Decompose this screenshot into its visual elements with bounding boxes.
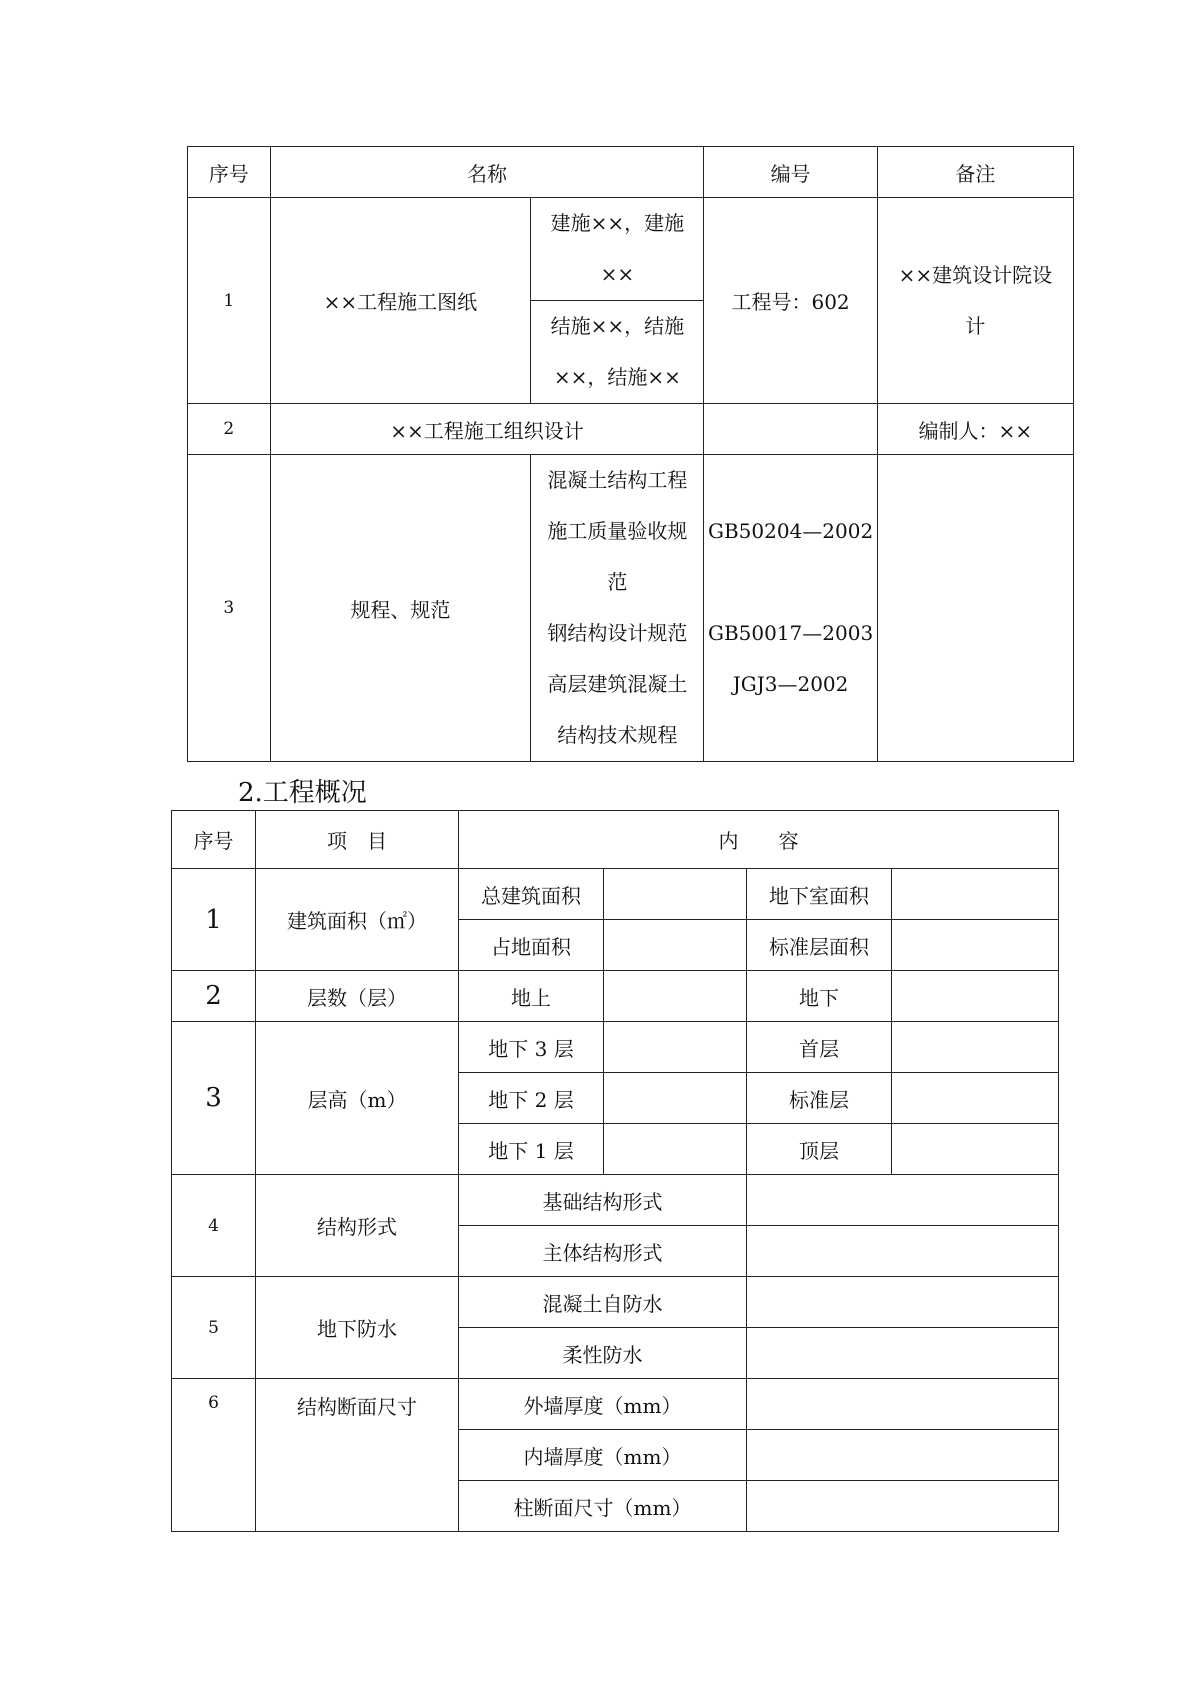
- r3-label-a1: 地下 3 层: [459, 1022, 604, 1073]
- r3-item: 层高（m）: [256, 1022, 459, 1175]
- header-note: 备注: [877, 147, 1073, 198]
- r2-item: 层数（层）: [256, 971, 459, 1022]
- row1-sub-b-line1: 结施××，结施: [550, 314, 685, 338]
- r4-label-1: 基础结构形式: [459, 1175, 747, 1226]
- r5-label-2: 柔性防水: [459, 1328, 747, 1379]
- r5-seq: 5: [172, 1277, 256, 1379]
- r1-value-a1: [604, 869, 747, 920]
- r3-label-b1: 首层: [747, 1022, 892, 1073]
- spec-line: 混凝土结构工程: [547, 468, 688, 492]
- spec-line: 范: [607, 570, 628, 594]
- row1-sub-b-line2: ××，结施××: [553, 365, 681, 389]
- row1-note-line1: ××建筑设计院设: [898, 262, 1053, 287]
- spec-line: 结构技术规程: [557, 723, 678, 747]
- r3-value-a2: [604, 1073, 747, 1124]
- r1-seq: 1: [172, 869, 256, 971]
- code-line: JGJ3—2002: [732, 672, 849, 696]
- r3-value-a1: [604, 1022, 747, 1073]
- row1-sub-a: [531, 198, 704, 301]
- r1-label-a2: 占地面积: [459, 920, 604, 971]
- r6-label-1: 外墙厚度（mm）: [459, 1379, 747, 1430]
- r1-label-b2: 标准层面积: [747, 920, 892, 971]
- r1-item: 建筑面积（㎡）: [256, 869, 459, 971]
- row2-code: [704, 404, 877, 455]
- row2-note: 编制人：××: [877, 404, 1073, 455]
- drawings-list-table: [187, 146, 1074, 762]
- row1-seq: 1: [188, 198, 271, 404]
- r3-seq: 3: [172, 1022, 256, 1175]
- row1-sub-a-line1: 建施××，建施: [550, 211, 685, 235]
- row3-seq: 3: [188, 455, 271, 762]
- row1-note: [877, 198, 1073, 404]
- r4-item: 结构形式: [256, 1175, 459, 1277]
- spec-line: 高层建筑混凝土: [547, 672, 688, 696]
- r1-label-a1: 总建筑面积: [459, 869, 604, 920]
- r1-label-b1: 地下室面积: [747, 869, 892, 920]
- r5-value-2: [747, 1328, 1059, 1379]
- header-name: 名称: [270, 147, 704, 198]
- r1-value-b2: [892, 920, 1059, 971]
- row3-name: 规程、规范: [270, 455, 531, 762]
- header-seq: 序号: [172, 811, 256, 869]
- r6-label-2: 内墙厚度（mm）: [459, 1430, 747, 1481]
- row1-sub-b: [531, 301, 704, 404]
- spec-line: 施工质量验收规: [547, 519, 688, 543]
- r4-seq: 4: [172, 1175, 256, 1277]
- r3-value-b2: [892, 1073, 1059, 1124]
- r6-seq: 6: [172, 1379, 256, 1532]
- row1-name: ××工程施工图纸: [270, 198, 531, 404]
- row3-codes: [704, 455, 877, 762]
- r2-value-a: [604, 971, 747, 1022]
- r6-value-3: [747, 1481, 1059, 1532]
- r3-label-a2: 地下 2 层: [459, 1073, 604, 1124]
- header-code: 编号: [704, 147, 877, 198]
- row1-sub-a-line2: ××: [600, 262, 635, 286]
- row2-seq: 2: [188, 404, 271, 455]
- r3-value-a3: [604, 1124, 747, 1175]
- header-content: 内 容: [459, 811, 1059, 869]
- r6-value-2: [747, 1430, 1059, 1481]
- r5-value-1: [747, 1277, 1059, 1328]
- r1-value-b1: [892, 869, 1059, 920]
- header-seq: 序号: [188, 147, 271, 198]
- r3-label-b3: 顶层: [747, 1124, 892, 1175]
- code-line: GB50204—2002: [707, 519, 874, 543]
- row3-specs: [531, 455, 704, 762]
- r5-item: 地下防水: [256, 1277, 459, 1379]
- r3-value-b1: [892, 1022, 1059, 1073]
- r4-label-2: 主体结构形式: [459, 1226, 747, 1277]
- section-heading: 2.工程概况: [238, 778, 367, 808]
- row3-note: [877, 455, 1073, 762]
- row1-note-line2: 计: [965, 313, 986, 338]
- header-item: 项 目: [256, 811, 459, 869]
- spec-line: 钢结构设计规范: [547, 621, 688, 645]
- r3-label-a3: 地下 1 层: [459, 1124, 604, 1175]
- r2-seq: 2: [172, 971, 256, 1022]
- r4-value-2: [747, 1226, 1059, 1277]
- r6-value-1: [747, 1379, 1059, 1430]
- code-line: GB50017—2003: [707, 621, 874, 645]
- row2-name: ××工程施工组织设计: [270, 404, 704, 455]
- r6-label-3: 柱断面尺寸（mm）: [459, 1481, 747, 1532]
- r6-item: 结构断面尺寸: [256, 1379, 459, 1532]
- r2-label-a: 地上: [459, 971, 604, 1022]
- project-overview-table: [171, 810, 1059, 1532]
- r4-value-1: [747, 1175, 1059, 1226]
- r3-label-b2: 标准层: [747, 1073, 892, 1124]
- r2-label-b: 地下: [747, 971, 892, 1022]
- r1-value-a2: [604, 920, 747, 971]
- row1-code: 工程号：602: [704, 198, 877, 404]
- r5-label-1: 混凝土自防水: [459, 1277, 747, 1328]
- r2-value-b: [892, 971, 1059, 1022]
- r3-value-b3: [892, 1124, 1059, 1175]
